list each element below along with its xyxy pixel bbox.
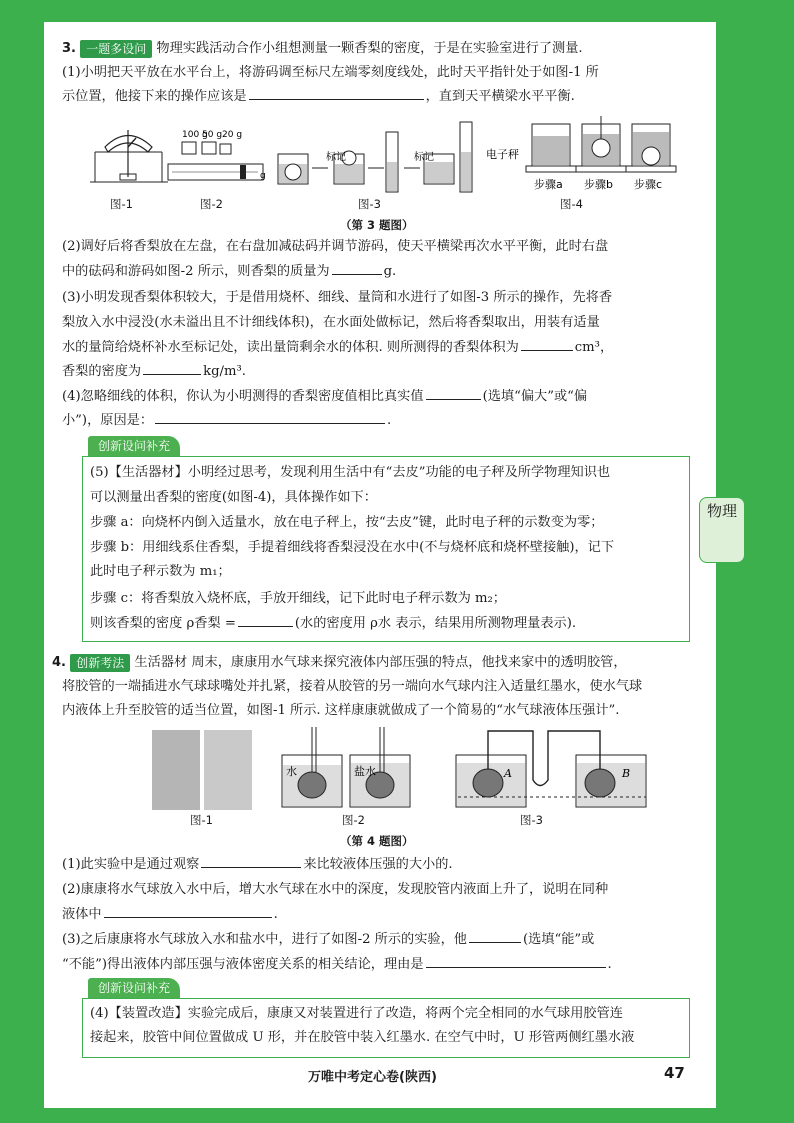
q3-blank-6[interactable] <box>155 410 385 424</box>
q4-blank-1[interactable] <box>201 854 301 868</box>
q3-cap-4: 图-4 <box>560 197 583 211</box>
q3-step-c: 步骤 c：将香梨放入烧杯底，手放开细线，记下此时电子秤示数为 m₂； <box>90 591 506 606</box>
q3-figure <box>90 112 700 212</box>
q3-p4-line1: (4)忽略细线的体积，你认为小明测得的香梨密度值相比真实值 (选填“偏大”或“偏 <box>62 386 587 408</box>
q3-tag: 一题多设问 <box>80 40 152 58</box>
water-balloon-photo-2 <box>204 730 252 810</box>
q3-figure-title: （第 3 题图） <box>340 218 414 232</box>
q4-tag: 创新考法 <box>70 654 130 672</box>
step-b-label: 步骤b <box>584 178 613 191</box>
q3-blank-7[interactable] <box>238 613 293 627</box>
q4-number: 4. <box>52 655 66 670</box>
mark-label-1: 标记 <box>326 152 346 163</box>
q3-blank-3[interactable] <box>521 337 573 351</box>
q3-cap-2: 图-2 <box>200 197 223 211</box>
q4-p3-line1: (3)之后康康将水气球放入水和盐水中，进行了如图-2 所示的实验，他 (选填“能”或 <box>62 929 594 951</box>
balloon-a-label: A <box>504 767 512 780</box>
q4-cap-3: 图-3 <box>520 813 543 827</box>
footer-book-title: 万唯中考定心卷(陕西) <box>308 1070 437 1085</box>
q3-p3-line1: (3)小明发现香梨体积较大，于是借用烧杯、细线、量筒和水进行了如图-3 所示的操作，先将香 <box>62 290 613 305</box>
weight-label-50: 50 g <box>202 130 223 140</box>
page-number: 47 <box>664 1064 685 1082</box>
q3-density-line: 则该香梨的密度 ρ香梨 = (水的密度用 ρ水 表示，结果用所测物理量表示). <box>90 613 576 635</box>
water-label: 水 <box>286 765 297 778</box>
q4-blank-2[interactable] <box>104 904 272 918</box>
q3-p3-line4: 香梨的密度为 kg/m³. <box>62 361 246 383</box>
q4-intro-line2: 将胶管的一端插进水气球球嘴处并扎紧，接着从胶管的另一端向水气球内注入适量红墨水，使水气球 <box>62 679 643 694</box>
balloon-b-label: B <box>622 767 631 780</box>
mark-label-2: 标记 <box>414 152 434 163</box>
e-scale-steps-diagram <box>526 116 676 172</box>
q4-blank-3[interactable] <box>469 929 521 943</box>
q3-cap-1: 图-1 <box>110 197 133 211</box>
subject-side-tab: 物理 <box>699 497 745 563</box>
q3-intro: 物理实践活动合作小组想测量一颗香梨的密度，于是在实验室进行了测量. <box>156 41 583 56</box>
q4-cap-2: 图-2 <box>342 813 365 827</box>
q4-figure-title: （第 4 题图） <box>340 834 414 848</box>
q3-blank-5[interactable] <box>426 386 481 400</box>
q4-p4-line2: 接起来，胶管中间位置做成 U 形，并在胶管中装入红墨水. 在空气中时，U 形管两侧红墨水液 <box>90 1030 635 1045</box>
q3-blank-1[interactable] <box>249 86 424 100</box>
q4-figure <box>278 725 698 825</box>
step-a-label: 步骤a <box>534 178 563 191</box>
q4-p2-line1: (2)康康将水气球放入水中后，增大水气球在水中的深度，发现胶管内液面上升了，说明在同种 <box>62 882 609 897</box>
q3-p2-line1: (2)调好后将香梨放在左盘，在右盘加减砝码并调节游码，使天平横梁再次水平平衡，此时右盘 <box>62 239 609 254</box>
scale-unit-label: g <box>260 171 266 181</box>
q4-p2-line2: 液体中 . <box>62 904 278 926</box>
q3-p4-line2: 小”)，原因是： . <box>62 410 391 432</box>
q4-p1: (1)此实验中是通过观察 来比较液体压强的大小的. <box>62 854 453 876</box>
q3-step-b2: 此时电子秤示数为 m₁； <box>90 564 231 579</box>
q3-p5-line2: 可以测量出香梨的密度(如图-4)，具体操作如下： <box>90 490 377 505</box>
q3-intro-line <box>62 38 583 60</box>
q3-blank-4[interactable] <box>143 361 201 375</box>
q3-p5-line1: (5)【生活器材】小明经过思考，发现利用生活中有“去皮”功能的电子秤及所学物理知识也 <box>90 465 611 480</box>
q3-step-a: 步骤 a：向烧杯内倒入适量水，放在电子秤上，按“去皮”键，此时电子秤的示数变为零； <box>90 515 604 530</box>
q3-p2-line2: 中的砝码和游码如图-2 所示，则香梨的质量为 g. <box>62 261 396 283</box>
fig3-connected-balloons-diagram <box>456 731 646 807</box>
weight-label-100: 100 g <box>182 130 208 140</box>
salt-water-label: 盐水 <box>354 765 376 778</box>
q4-supplement-tag: 创新设问补充 <box>88 978 180 998</box>
q3-blank-2[interactable] <box>332 261 382 275</box>
q3-step-b1: 步骤 b：用细线系住香梨，手提着细线将香梨浸没在水中(不与烧杯底和烧杯壁接触)，记下 <box>90 540 615 555</box>
q3-supplement-tag: 创新设问补充 <box>88 436 180 456</box>
q4-blank-4[interactable] <box>426 954 606 968</box>
step-c-label: 步骤c <box>634 178 663 191</box>
q4-cap-1: 图-1 <box>190 813 213 827</box>
q3-cap-3: 图-3 <box>358 197 381 211</box>
balance-scale-diagram <box>90 130 168 182</box>
fig2-containers-diagram <box>282 727 410 807</box>
q4-p4-line1: (4)【装置改造】实验完成后，康康又对装置进行了改造，将两个完全相同的水气球用胶管连 <box>90 1006 623 1021</box>
q3-p3-line3: 水的量筒给烧杯补水至标记处，读出量筒剩余水的体积. 则所测得的香梨体积为 cm³， <box>62 337 613 359</box>
q3-p1-line1: (1)小明把天平放在水平台上，将游码调至标尺左端零刻度线处，此时天平指针处于如图-1 所 <box>62 65 599 80</box>
q4-intro-line1: 4. 创新考法 生活器材 周末，康康用水气球来探究液体内部压强的特点，他找来家中的透明胶管， <box>52 655 627 670</box>
weight-label-20: 20 g <box>222 130 243 140</box>
q4-intro-line3: 内液体上升至胶管的适当位置，如图-1 所示. 这样康康就做成了一个简易的“水气球液体压强计”. <box>62 703 620 718</box>
measuring-steps-diagram <box>278 122 472 192</box>
water-balloon-photo-1 <box>152 730 200 810</box>
weights-diagram <box>168 142 263 180</box>
q3-p3-line2: 梨放入水中浸没(水未溢出且不计细线体积)，在水面处做标记，然后将香梨取出，用装有适量 <box>62 315 600 330</box>
q4-p3-line2: “不能”)得出液体内部压强与液体密度关系的相关结论，理由是 . <box>62 954 612 976</box>
q3-number: 3. <box>62 41 76 56</box>
e-scale-label: 电子秤 <box>486 148 519 161</box>
q3-p1-line2: 示位置，他接下来的操作应该是 ，直到天平横梁水平平衡. <box>62 86 575 108</box>
